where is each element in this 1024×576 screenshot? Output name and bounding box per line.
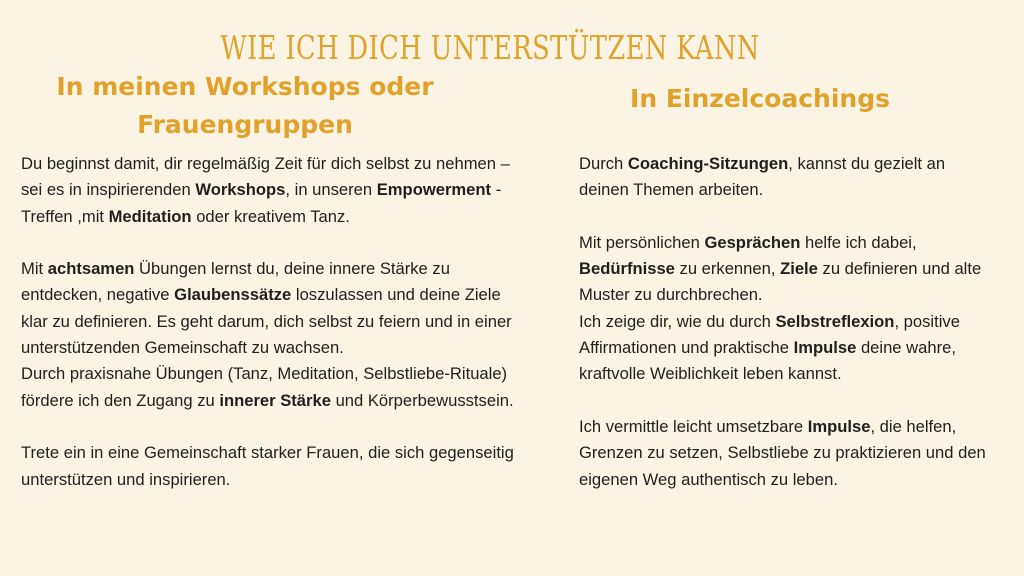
workshops-paragraph [21,151,521,230]
einzelcoaching-text [579,151,999,493]
highlighted-term: Workshops [195,180,286,200]
text-run: loszulassen und deine Ziele klar zu definieren. Es geht darum, dich selbst zu feiern und in einer unterstützenden Gemeinschaft zu wachsen. [21,285,512,358]
text-run: , kannst du gezielt an deinen Themen arbeiten. [579,154,946,200]
text-run: , positive Affirmationen und praktische [579,311,960,358]
text-run: , die helfen, Grenzen zu setzen, Selbstliebe zu praktizieren und den eigenen Weg authentisch zu leben. [579,416,986,489]
text-run: Mit [21,259,48,279]
text-run: Du beginnst damit, dir regelmäßig Zeit für dich selbst zu nehmen – sei es in inspirierenden [21,154,510,200]
text-run: Übungen lernst du, deine innere Stärke zu entdecken, negative [21,259,450,305]
text-run: Durch [579,154,628,173]
workshops-text [21,151,521,493]
highlighted-term: Gesprächen [704,232,801,252]
highlighted-term: Glaubenssätze [174,285,292,305]
einzelcoaching-heading: In Einzelcoachings [630,84,890,113]
workshops-paragraph [21,440,521,493]
highlighted-term: Impulse [793,338,857,358]
workshops-heading: In meinen Workshops oder Frauengruppen [56,72,434,139]
text-run: deine wahre, kraftvolle Weiblichkeit leben kannst. [579,338,956,384]
text-run: Trete ein in eine Gemeinschaft starker Frauen, die sich gegenseitig unterstützen und inspirieren. [21,443,514,489]
page-title: WIE ICH DICH UNTERSTÜTZEN KANN [220,28,760,68]
highlighted-term: Meditation [108,206,192,226]
einzelcoaching-paragraph [579,309,999,388]
text-run: Mit persönlichen [579,232,705,252]
highlighted-term: achtsamen [47,259,135,279]
text-run: -Treffen ,mit [21,180,502,226]
einzelcoaching-paragraph [579,151,999,204]
highlighted-term: innerer Stärke [219,390,331,410]
text-run: Ich zeige dir, wie du durch [579,311,776,331]
highlighted-term: Ziele [780,259,818,279]
highlighted-term: Selbstreflexion [775,311,895,331]
highlighted-term: Empowerment [376,180,492,200]
text-run: oder kreativem Tanz. [191,206,350,226]
text-run: und Körperbewusstsein. [330,390,514,410]
text-run: Durch praxisnahe Übungen (Tanz, Meditation, Selbstliebe-Rituale) fördere ich den Zugang zu [21,364,508,410]
text-run: Ich vermittle leicht umsetzbare [579,416,808,436]
highlighted-term: Coaching-Sitzungen [627,154,789,173]
workshops-paragraph [21,256,521,361]
einzelcoaching-paragraph [579,230,999,309]
text-run: zu definieren und alte Muster zu durchbrechen. [579,259,982,305]
text-run: , in unseren [285,180,377,200]
text-run: zu erkennen, [674,259,781,279]
highlighted-term: Bedürfnisse [579,259,675,279]
workshops-paragraph [21,361,521,414]
highlighted-term: Impulse [807,416,871,436]
text-run: helfe ich dabei, [800,232,917,252]
einzelcoaching-paragraph [579,414,999,493]
